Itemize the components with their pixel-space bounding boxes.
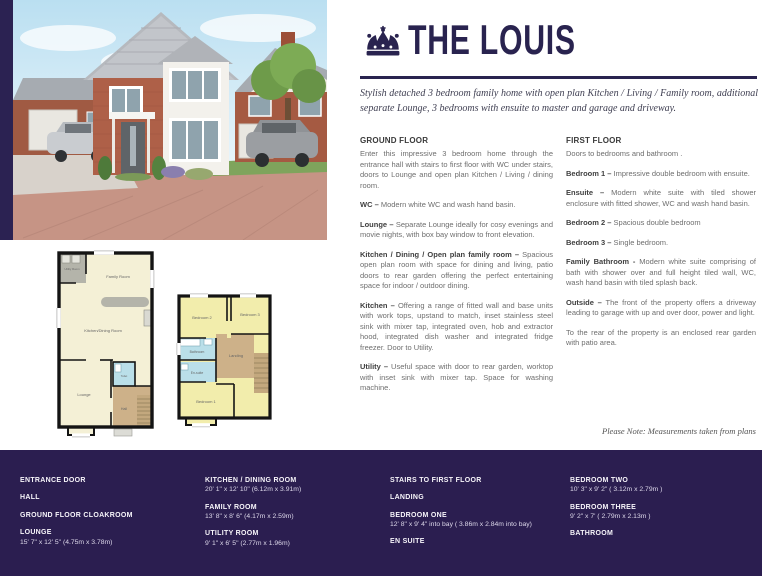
house-photo: [13, 0, 327, 240]
paragraph: [360, 220, 553, 241]
room-entry: [390, 537, 532, 546]
paragraph-lead: Kitchen –: [360, 300, 398, 310]
paragraph-text: Modern white suite comprising of bath with shower over and full height tiled wall, WC, wash hand basin with tiled splash back.: [566, 257, 756, 288]
room-entry: [205, 476, 301, 495]
room-dimensions: 15' 7" x 12' 5" (4.75m x 3.78m): [20, 538, 113, 546]
room-entry: [20, 493, 133, 502]
room-entry: [390, 511, 532, 530]
room-entry: [205, 529, 301, 548]
room-entry: [390, 476, 532, 485]
room-entry: [20, 528, 133, 547]
paragraph-text: To the rear of the property is an enclosed rear garden with patio area.: [566, 327, 756, 348]
paragraph-text: Offering a range of fitted wall and base units with work tops, upstand to match, inset stainless steel sink with mixer tap, integrated oven, hob and extractor hood, integrated dish washer and integrated fridge freezer. Door to Utility.: [360, 300, 553, 352]
header-rule: [360, 76, 757, 79]
room-label: Hall: [120, 407, 128, 411]
room-entry: [20, 511, 133, 520]
room-label: Bathroom: [189, 350, 205, 354]
room-name: BEDROOM ONE: [390, 511, 447, 519]
paragraph: [566, 169, 756, 180]
room-entry: [570, 529, 662, 538]
room-name: STAIRS TO FIRST FLOOR: [390, 477, 482, 484]
page-title: THE LOUIS: [408, 16, 576, 63]
paragraph-text: Modern white suite with tiled shower enclosure with fitted shower, WC and wash hand basin.: [566, 188, 756, 208]
room-dimensions: 9' 1" x 6' 5" (2.77m x 1.96m): [205, 539, 290, 547]
stairs: [254, 353, 270, 393]
paragraph-lead: Bedroom 1 –: [566, 168, 614, 178]
paragraph: [360, 362, 553, 394]
paragraph-text: Doors to bedrooms and bathroom .: [566, 149, 683, 159]
paragraph-lead: WC –: [360, 200, 381, 210]
room-label: Kitchen/Dining Room: [84, 328, 122, 333]
room-label: Utility Room: [64, 267, 80, 271]
crown-icon: [362, 24, 404, 62]
room-name: EN SUITE: [390, 538, 425, 546]
ground-floor-section: [360, 135, 553, 403]
room-dimensions: 20' 1" x 12' 10" (6.12m x 3.91m): [205, 486, 302, 494]
room-entry: [205, 503, 301, 522]
paragraph-text: Spacious double bedroom: [613, 218, 701, 228]
paragraph: [566, 149, 756, 160]
paragraph-lead: Ensuite –: [566, 188, 612, 198]
first-floor-plan: [176, 293, 273, 428]
room-name: ENTRANCE DOOR: [20, 477, 86, 484]
paragraph-text: Impressive double bedroom with ensuite.: [613, 168, 750, 178]
section-heading: GROUND FLOOR: [360, 136, 429, 145]
room-name: GROUND FLOOR CLOAKROOM: [20, 511, 133, 519]
paragraph: [360, 301, 553, 354]
ground-floor-plan: [56, 250, 155, 440]
footer-column-4: [570, 476, 662, 547]
room-label: En-suite: [190, 371, 204, 375]
paragraph: [360, 250, 553, 292]
paragraph-text: Enter this impressive 3 bedroom home through the entrance hall with stairs to first floor with WC under stairs, doors to Lounge and open plan Kitchen / Living / dining room.: [360, 149, 553, 190]
paragraph-text: The front of the property offers a driveway leading to garage with up and over door, power and light.: [566, 297, 756, 318]
paragraph-text: Single bedroom.: [613, 237, 669, 247]
room-name: KITCHEN / DINING ROOM: [205, 477, 297, 484]
footer-column-1: [20, 476, 133, 555]
room-name: BEDROOM TWO: [570, 477, 629, 484]
room-name: BATHROOM: [570, 530, 614, 538]
paragraph-text: Spacious open plan room with space for dining and living, patio doors to rear garden offering the perfect entertaining space for indoor / outdoor dining.: [360, 249, 553, 291]
dimensions-footer: [0, 450, 762, 576]
room-dimensions: 9' 2" x 7' ( 2.79m x 2.13m ): [570, 513, 651, 521]
paragraph: [566, 238, 756, 249]
room-dimensions: 13' 8" x 8' 6" (4.17m x 2.59m): [205, 513, 294, 521]
paragraph: [566, 298, 756, 319]
room-label: Landing: [228, 353, 244, 358]
paragraph-lead: Outside –: [566, 297, 606, 307]
room-name: LOUNGE: [20, 529, 52, 537]
paragraph: [566, 188, 756, 209]
paragraph: [566, 257, 756, 289]
room-name: HALL: [20, 494, 40, 502]
paragraph-text: Separate Lounge ideally for cosy evenings and movie nights, with box bay window to front elevation.: [360, 219, 553, 240]
paragraph: [360, 200, 553, 211]
room-dimensions: 12' 8" x 9' 4" into bay ( 3.86m x 2.84m into bay): [390, 521, 532, 529]
paragraph-lead: Lounge –: [360, 219, 396, 229]
paragraph-lead: Family Bathroom -: [566, 257, 640, 267]
room-dimensions: 10' 3" x 9' 2" ( 3.12m x 2.79m ): [570, 486, 663, 494]
stairs: [137, 395, 152, 427]
paragraph: [566, 218, 756, 229]
paragraph: [360, 149, 553, 191]
paragraph-lead: Bedroom 2 –: [566, 218, 614, 228]
left-accent-bar: [0, 0, 13, 240]
room-label: Bedroom 2: [192, 315, 212, 320]
paragraph-text: Useful space with door to rear garden, worktop with inset sink with mixer tap. Space for washing machine.: [360, 362, 553, 393]
room-name: BEDROOM THREE: [570, 503, 637, 511]
paragraph-text: Modern white WC and wash hand basin.: [380, 200, 516, 210]
intro-text: Stylish detached 3 bedroom family home with open plan Kitchen / Living / Family room, additional separate Lounge, 3 bedrooms with ensuite to master and garage and driveway.: [360, 88, 758, 114]
room-entry: [570, 476, 662, 495]
room-label: Toilet: [120, 374, 128, 378]
room-label: Bedroom 1: [196, 399, 216, 404]
room-label: Lounge: [77, 392, 91, 397]
section-heading: FIRST FLOOR: [566, 136, 622, 145]
room-entry: [20, 476, 133, 485]
room-name: FAMILY ROOM: [205, 503, 257, 511]
paragraph-lead: Bedroom 3 –: [566, 237, 614, 247]
room-entry: [570, 503, 662, 522]
room-label: Bedroom 3: [240, 312, 260, 317]
room-label: Family Room: [106, 274, 130, 279]
paragraph-lead: Utility –: [360, 362, 392, 372]
room-name: LANDING: [390, 494, 424, 502]
measurements-note: Please Note: Measurements taken from plans: [602, 426, 756, 436]
footer-column-2: [205, 476, 301, 556]
paragraph-lead: Kitchen / Dining / Open plan family room –: [360, 249, 523, 259]
room-name: UTILITY ROOM: [205, 530, 259, 538]
first-floor-section: [566, 135, 756, 358]
footer-column-3: [390, 476, 532, 555]
paragraph: [566, 328, 756, 349]
room-entry: [390, 493, 532, 502]
